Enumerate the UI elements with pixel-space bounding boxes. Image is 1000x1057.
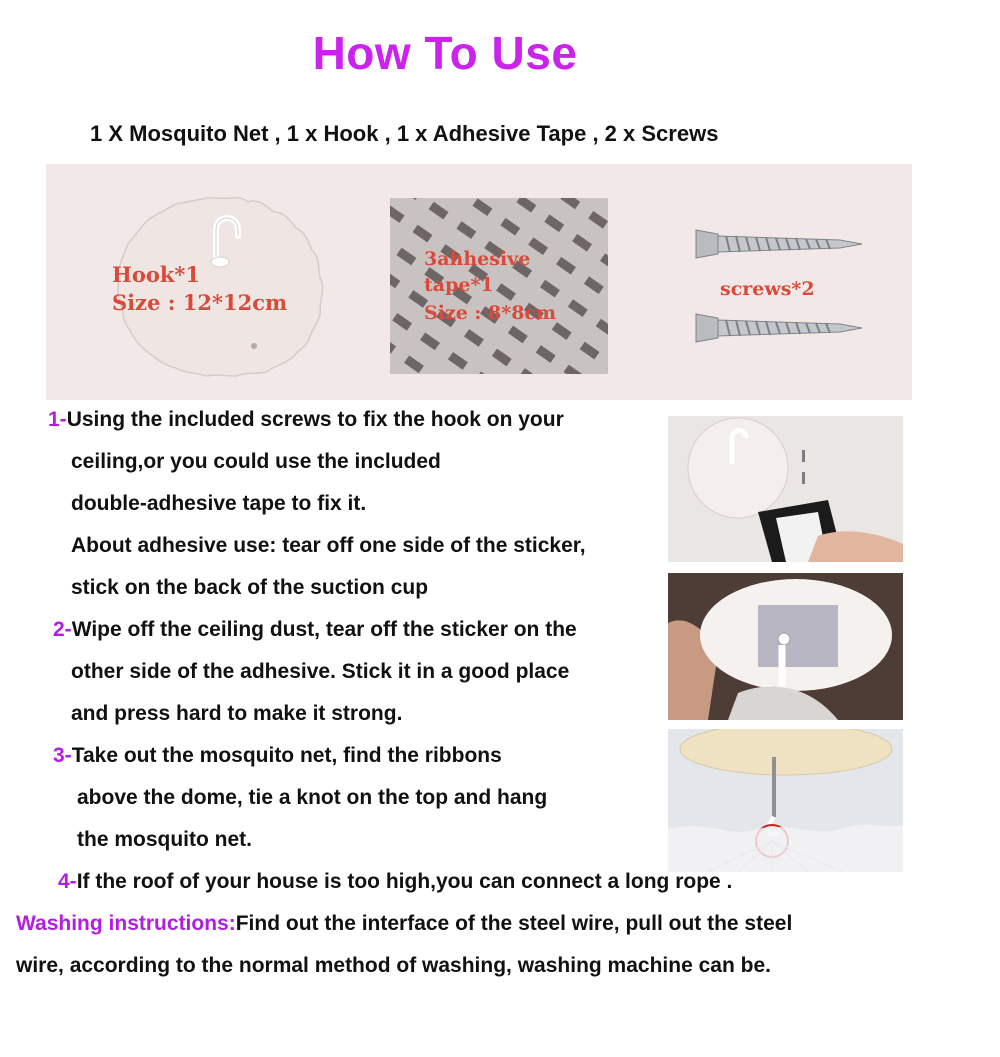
tape-pattern-icon <box>390 198 608 374</box>
step-3-number: 3- <box>53 744 72 767</box>
step-3-line-3: the mosquito net. <box>77 828 252 851</box>
step-photo-2 <box>668 573 903 720</box>
screws-item <box>690 216 870 356</box>
package-contents: 1 X Mosquito Net , 1 x Hook , 1 x Adhesive Tape , 2 x Screws <box>90 121 719 146</box>
step-1-number: 1- <box>48 408 67 431</box>
page-title: How To Use <box>312 27 578 79</box>
step-2-line-2: other side of the adhesive. Stick it in a good place <box>71 660 570 683</box>
step-2-number: 2- <box>53 618 72 641</box>
tape-label-2: tape*1 <box>424 274 494 296</box>
hook-size-label: Size : 12*12cm <box>112 290 288 315</box>
hung-net-photo-icon <box>668 729 903 872</box>
screws-label: screws*2 <box>720 278 815 300</box>
step-1-line-5: stick on the back of the suction cup <box>71 576 429 599</box>
washing-label: Washing instructions: <box>16 912 236 935</box>
hook-item <box>104 190 336 380</box>
step-3-line-1: 3-Take out the mosquito net, find the ribbons <box>53 744 502 767</box>
step-1-line-1: 1-Using the included screws to fix the hook on your <box>48 408 564 431</box>
tape-item <box>390 198 608 374</box>
step-3-line-2: above the dome, tie a knot on the top and hang <box>77 786 548 809</box>
hook-label: Hook*1 <box>112 262 200 287</box>
hands-pressing-hook-photo-icon <box>668 573 903 720</box>
step-4-number: 4- <box>58 870 77 893</box>
product-banner <box>46 164 912 400</box>
step-2-line-3: and press hard to make it strong. <box>71 702 403 725</box>
washing-line-1: Washing instructions:Find out the interface of the steel wire, pull out the steel <box>16 912 793 935</box>
step-1-line-3: double-adhesive tape to fix it. <box>71 492 367 515</box>
step-1-line-4: About adhesive use: tear off one side of the sticker, <box>71 534 586 557</box>
step-photo-1 <box>668 416 903 562</box>
hook-with-tape-photo-icon <box>668 416 903 562</box>
step-photo-3 <box>668 729 903 872</box>
washing-line-2: wire, according to the normal method of washing, washing machine can be. <box>16 954 771 977</box>
step-4-line-1: 4-If the roof of your house is too high,you can connect a long rope . <box>58 870 733 893</box>
step-2-line-1: 2-Wipe off the ceiling dust, tear off the sticker on the <box>53 618 577 641</box>
tape-size-label: Size : 8*8cm <box>424 302 557 324</box>
tape-label-1: 3ahhesive <box>424 248 531 270</box>
step-1-line-2: ceiling,or you could use the included <box>71 450 441 473</box>
